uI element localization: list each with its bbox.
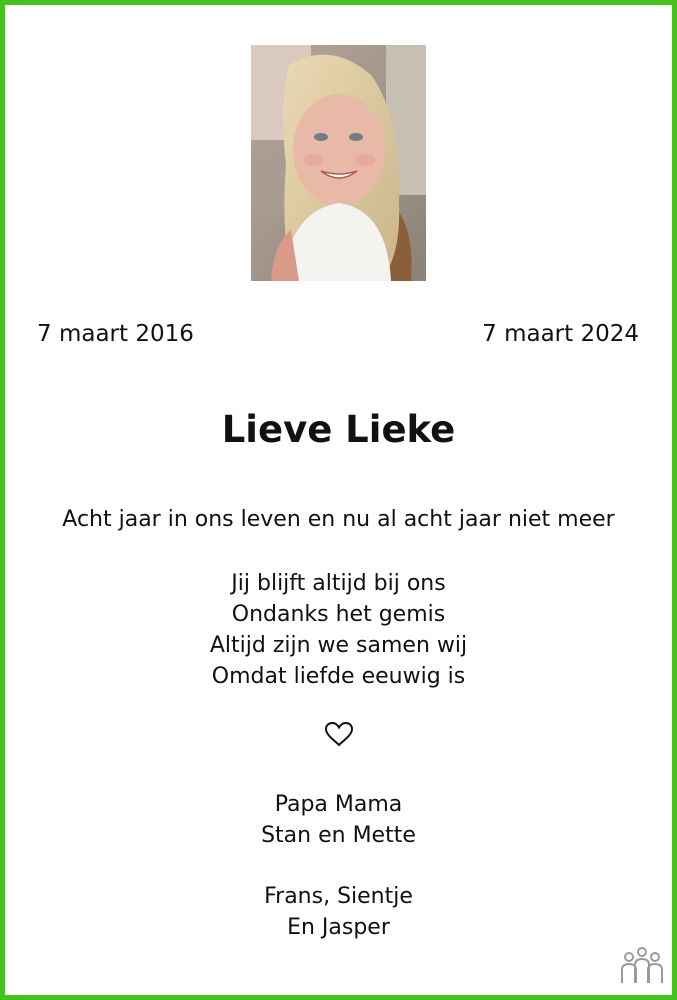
- birth-date: 7 maart 2016: [37, 321, 194, 347]
- memorial-photo: [251, 45, 426, 281]
- poem-line: Altijd zijn we samen wij: [209, 633, 468, 658]
- signature-line: Papa Mama: [274, 792, 403, 817]
- signature-line: Stan en Mette: [261, 823, 416, 848]
- heart-icon: [324, 721, 354, 747]
- poem-line: Ondanks het gemis: [231, 602, 446, 627]
- poem-line: Omdat liefde eeuwig is: [211, 664, 466, 689]
- intro-text: Acht jaar in ons leven en nu al acht jaar niet meer: [62, 507, 615, 532]
- signature-line: En Jasper: [287, 915, 390, 940]
- death-date: 7 maart 2024: [482, 321, 639, 347]
- signature-line: Frans, Sientje: [264, 884, 413, 909]
- poem-line: Jij blijft altijd bij ons: [231, 571, 446, 596]
- memorial-title: Lieve Lieke: [221, 408, 456, 451]
- family-logo-icon: [617, 945, 667, 985]
